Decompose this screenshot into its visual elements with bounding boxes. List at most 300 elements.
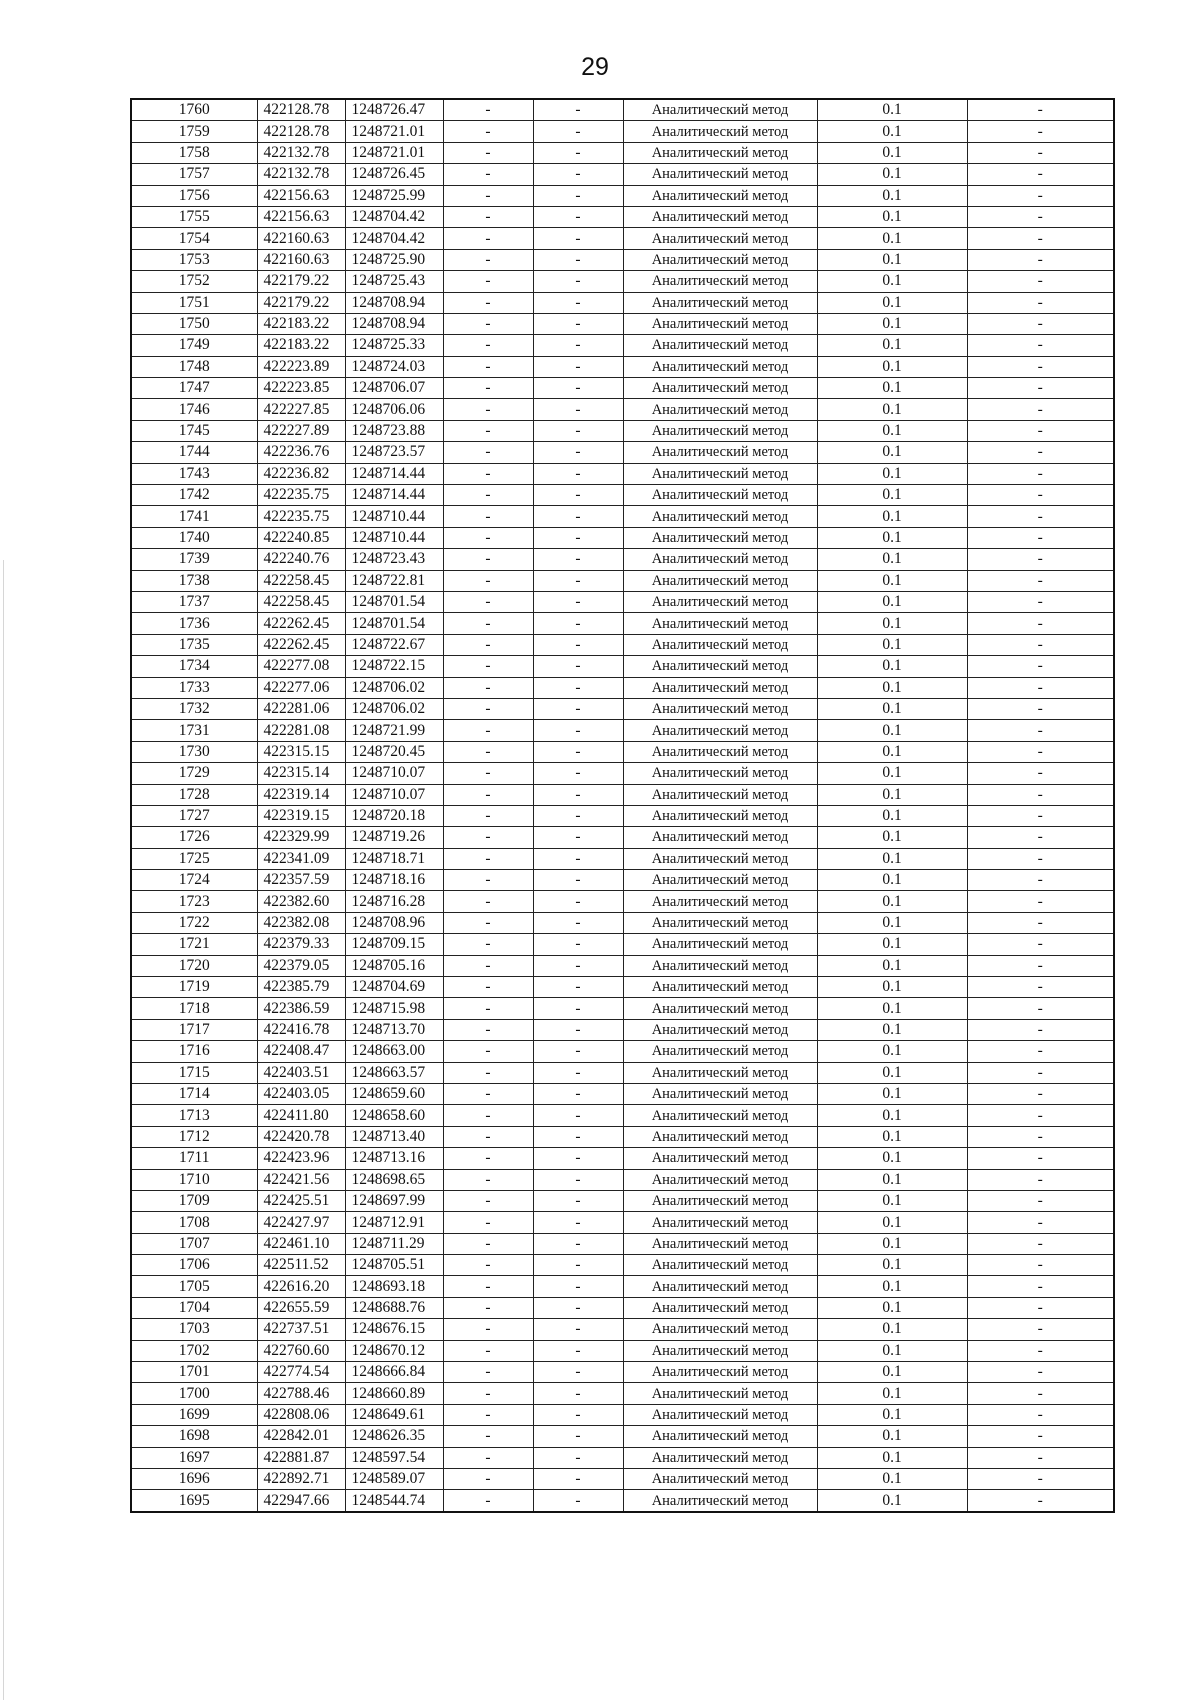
x-coordinate-cell: 422235.75 bbox=[257, 506, 345, 527]
blank-dash-cell-2: - bbox=[533, 1083, 623, 1104]
table-row bbox=[131, 1190, 1114, 1211]
accuracy-cell: 0.1 bbox=[817, 1319, 967, 1340]
blank-dash-cell-1: - bbox=[443, 1169, 533, 1190]
blank-dash-cell-3: - bbox=[967, 206, 1114, 227]
blank-dash-cell-3: - bbox=[967, 891, 1114, 912]
x-coordinate-cell: 422156.63 bbox=[257, 206, 345, 227]
blank-dash-cell-3: - bbox=[967, 934, 1114, 955]
method-cell: Аналитический метод bbox=[623, 1297, 817, 1318]
method-cell: Аналитический метод bbox=[623, 313, 817, 334]
blank-dash-cell-2: - bbox=[533, 249, 623, 270]
method-cell: Аналитический метод bbox=[623, 1319, 817, 1340]
table-row bbox=[131, 934, 1114, 955]
blank-dash-cell-1: - bbox=[443, 848, 533, 869]
y-coordinate-cell: 1248706.02 bbox=[345, 698, 443, 719]
accuracy-cell: 0.1 bbox=[817, 1276, 967, 1297]
table-row bbox=[131, 1019, 1114, 1040]
method-cell: Аналитический метод bbox=[623, 142, 817, 163]
accuracy-cell: 0.1 bbox=[817, 1126, 967, 1147]
y-coordinate-cell: 1248714.44 bbox=[345, 463, 443, 484]
blank-dash-cell-2: - bbox=[533, 292, 623, 313]
accuracy-cell: 0.1 bbox=[817, 741, 967, 762]
blank-dash-cell-3: - bbox=[967, 1490, 1114, 1512]
blank-dash-cell-2: - bbox=[533, 99, 623, 121]
point-number-cell: 1736 bbox=[131, 613, 257, 634]
table-row bbox=[131, 848, 1114, 869]
blank-dash-cell-2: - bbox=[533, 121, 623, 142]
blank-dash-cell-1: - bbox=[443, 527, 533, 548]
method-cell: Аналитический метод bbox=[623, 378, 817, 399]
y-coordinate-cell: 1248659.60 bbox=[345, 1083, 443, 1104]
accuracy-cell: 0.1 bbox=[817, 591, 967, 612]
point-number-cell: 1727 bbox=[131, 805, 257, 826]
blank-dash-cell-3: - bbox=[967, 784, 1114, 805]
method-cell: Аналитический метод bbox=[623, 912, 817, 933]
blank-dash-cell-2: - bbox=[533, 1062, 623, 1083]
blank-dash-cell-2: - bbox=[533, 420, 623, 441]
method-cell: Аналитический метод bbox=[623, 164, 817, 185]
accuracy-cell: 0.1 bbox=[817, 720, 967, 741]
point-number-cell: 1716 bbox=[131, 1041, 257, 1062]
blank-dash-cell-1: - bbox=[443, 784, 533, 805]
coordinates-table bbox=[130, 98, 1115, 1513]
blank-dash-cell-3: - bbox=[967, 335, 1114, 356]
blank-dash-cell-3: - bbox=[967, 720, 1114, 741]
point-number-cell: 1732 bbox=[131, 698, 257, 719]
point-number-cell: 1737 bbox=[131, 591, 257, 612]
x-coordinate-cell: 422315.15 bbox=[257, 741, 345, 762]
table-row bbox=[131, 185, 1114, 206]
blank-dash-cell-1: - bbox=[443, 977, 533, 998]
blank-dash-cell-3: - bbox=[967, 1469, 1114, 1490]
accuracy-cell: 0.1 bbox=[817, 1255, 967, 1276]
y-coordinate-cell: 1248725.90 bbox=[345, 249, 443, 270]
x-coordinate-cell: 422262.45 bbox=[257, 613, 345, 634]
accuracy-cell: 0.1 bbox=[817, 185, 967, 206]
blank-dash-cell-3: - bbox=[967, 399, 1114, 420]
blank-dash-cell-3: - bbox=[967, 677, 1114, 698]
y-coordinate-cell: 1248725.99 bbox=[345, 185, 443, 206]
blank-dash-cell-1: - bbox=[443, 1233, 533, 1254]
accuracy-cell: 0.1 bbox=[817, 1383, 967, 1404]
method-cell: Аналитический метод bbox=[623, 1276, 817, 1297]
blank-dash-cell-3: - bbox=[967, 271, 1114, 292]
table-row bbox=[131, 1319, 1114, 1340]
blank-dash-cell-1: - bbox=[443, 698, 533, 719]
point-number-cell: 1744 bbox=[131, 442, 257, 463]
blank-dash-cell-3: - bbox=[967, 613, 1114, 634]
table-row bbox=[131, 1404, 1114, 1425]
blank-dash-cell-3: - bbox=[967, 420, 1114, 441]
blank-dash-cell-3: - bbox=[967, 848, 1114, 869]
table-row bbox=[131, 784, 1114, 805]
point-number-cell: 1728 bbox=[131, 784, 257, 805]
blank-dash-cell-3: - bbox=[967, 570, 1114, 591]
point-number-cell: 1746 bbox=[131, 399, 257, 420]
y-coordinate-cell: 1248710.07 bbox=[345, 784, 443, 805]
x-coordinate-cell: 422281.06 bbox=[257, 698, 345, 719]
method-cell: Аналитический метод bbox=[623, 1447, 817, 1468]
blank-dash-cell-2: - bbox=[533, 720, 623, 741]
table-row bbox=[131, 356, 1114, 377]
table-row bbox=[131, 613, 1114, 634]
point-number-cell: 1715 bbox=[131, 1062, 257, 1083]
blank-dash-cell-2: - bbox=[533, 805, 623, 826]
x-coordinate-cell: 422262.45 bbox=[257, 634, 345, 655]
x-coordinate-cell: 422382.60 bbox=[257, 891, 345, 912]
method-cell: Аналитический метод bbox=[623, 613, 817, 634]
table-row bbox=[131, 1297, 1114, 1318]
y-coordinate-cell: 1248719.26 bbox=[345, 827, 443, 848]
table-row bbox=[131, 420, 1114, 441]
x-coordinate-cell: 422774.54 bbox=[257, 1362, 345, 1383]
blank-dash-cell-3: - bbox=[967, 1426, 1114, 1447]
blank-dash-cell-2: - bbox=[533, 698, 623, 719]
accuracy-cell: 0.1 bbox=[817, 1404, 967, 1425]
point-number-cell: 1710 bbox=[131, 1169, 257, 1190]
accuracy-cell: 0.1 bbox=[817, 1362, 967, 1383]
y-coordinate-cell: 1248544.74 bbox=[345, 1490, 443, 1512]
blank-dash-cell-1: - bbox=[443, 1276, 533, 1297]
blank-dash-cell-2: - bbox=[533, 1404, 623, 1425]
blank-dash-cell-3: - bbox=[967, 292, 1114, 313]
method-cell: Аналитический метод bbox=[623, 720, 817, 741]
blank-dash-cell-3: - bbox=[967, 1404, 1114, 1425]
table-row bbox=[131, 1126, 1114, 1147]
x-coordinate-cell: 422315.14 bbox=[257, 763, 345, 784]
accuracy-cell: 0.1 bbox=[817, 1469, 967, 1490]
accuracy-cell: 0.1 bbox=[817, 912, 967, 933]
blank-dash-cell-1: - bbox=[443, 185, 533, 206]
blank-dash-cell-1: - bbox=[443, 1126, 533, 1147]
blank-dash-cell-1: - bbox=[443, 1490, 533, 1512]
x-coordinate-cell: 422179.22 bbox=[257, 292, 345, 313]
accuracy-cell: 0.1 bbox=[817, 570, 967, 591]
table-row bbox=[131, 656, 1114, 677]
table-row bbox=[131, 399, 1114, 420]
table-row bbox=[131, 292, 1114, 313]
method-cell: Аналитический метод bbox=[623, 977, 817, 998]
method-cell: Аналитический метод bbox=[623, 656, 817, 677]
blank-dash-cell-2: - bbox=[533, 142, 623, 163]
x-coordinate-cell: 422128.78 bbox=[257, 121, 345, 142]
x-coordinate-cell: 422385.79 bbox=[257, 977, 345, 998]
table-row bbox=[131, 1490, 1114, 1512]
accuracy-cell: 0.1 bbox=[817, 784, 967, 805]
x-coordinate-cell: 422420.78 bbox=[257, 1126, 345, 1147]
y-coordinate-cell: 1248663.57 bbox=[345, 1062, 443, 1083]
blank-dash-cell-1: - bbox=[443, 99, 533, 121]
blank-dash-cell-3: - bbox=[967, 741, 1114, 762]
method-cell: Аналитический метод bbox=[623, 1212, 817, 1233]
method-cell: Аналитический метод bbox=[623, 1062, 817, 1083]
y-coordinate-cell: 1248658.60 bbox=[345, 1105, 443, 1126]
blank-dash-cell-2: - bbox=[533, 271, 623, 292]
x-coordinate-cell: 422240.85 bbox=[257, 527, 345, 548]
x-coordinate-cell: 422277.06 bbox=[257, 677, 345, 698]
y-coordinate-cell: 1248710.44 bbox=[345, 527, 443, 548]
accuracy-cell: 0.1 bbox=[817, 99, 967, 121]
blank-dash-cell-2: - bbox=[533, 656, 623, 677]
method-cell: Аналитический метод bbox=[623, 356, 817, 377]
y-coordinate-cell: 1248721.99 bbox=[345, 720, 443, 741]
point-number-cell: 1717 bbox=[131, 1019, 257, 1040]
x-coordinate-cell: 422423.96 bbox=[257, 1148, 345, 1169]
accuracy-cell: 0.1 bbox=[817, 1426, 967, 1447]
accuracy-cell: 0.1 bbox=[817, 955, 967, 976]
point-number-cell: 1750 bbox=[131, 313, 257, 334]
x-coordinate-cell: 422235.75 bbox=[257, 485, 345, 506]
point-number-cell: 1695 bbox=[131, 1490, 257, 1512]
blank-dash-cell-3: - bbox=[967, 656, 1114, 677]
blank-dash-cell-1: - bbox=[443, 1362, 533, 1383]
blank-dash-cell-3: - bbox=[967, 1212, 1114, 1233]
blank-dash-cell-2: - bbox=[533, 1426, 623, 1447]
y-coordinate-cell: 1248666.84 bbox=[345, 1362, 443, 1383]
point-number-cell: 1747 bbox=[131, 378, 257, 399]
point-number-cell: 1735 bbox=[131, 634, 257, 655]
accuracy-cell: 0.1 bbox=[817, 121, 967, 142]
method-cell: Аналитический метод bbox=[623, 399, 817, 420]
table-row bbox=[131, 206, 1114, 227]
blank-dash-cell-2: - bbox=[533, 1362, 623, 1383]
method-cell: Аналитический метод bbox=[623, 891, 817, 912]
method-cell: Аналитический метод bbox=[623, 185, 817, 206]
x-coordinate-cell: 422319.15 bbox=[257, 805, 345, 826]
y-coordinate-cell: 1248713.70 bbox=[345, 1019, 443, 1040]
blank-dash-cell-3: - bbox=[967, 249, 1114, 270]
y-coordinate-cell: 1248693.18 bbox=[345, 1276, 443, 1297]
blank-dash-cell-1: - bbox=[443, 870, 533, 891]
point-number-cell: 1743 bbox=[131, 463, 257, 484]
blank-dash-cell-2: - bbox=[533, 442, 623, 463]
table-row bbox=[131, 1383, 1114, 1404]
blank-dash-cell-1: - bbox=[443, 912, 533, 933]
blank-dash-cell-2: - bbox=[533, 1255, 623, 1276]
method-cell: Аналитический метод bbox=[623, 784, 817, 805]
y-coordinate-cell: 1248710.07 bbox=[345, 763, 443, 784]
blank-dash-cell-3: - bbox=[967, 228, 1114, 249]
y-coordinate-cell: 1248710.44 bbox=[345, 506, 443, 527]
method-cell: Аналитический метод bbox=[623, 99, 817, 121]
blank-dash-cell-3: - bbox=[967, 827, 1114, 848]
blank-dash-cell-3: - bbox=[967, 1041, 1114, 1062]
y-coordinate-cell: 1248722.81 bbox=[345, 570, 443, 591]
x-coordinate-cell: 422379.05 bbox=[257, 955, 345, 976]
blank-dash-cell-2: - bbox=[533, 827, 623, 848]
point-number-cell: 1721 bbox=[131, 934, 257, 955]
table-row bbox=[131, 121, 1114, 142]
accuracy-cell: 0.1 bbox=[817, 870, 967, 891]
table-row bbox=[131, 570, 1114, 591]
y-coordinate-cell: 1248723.88 bbox=[345, 420, 443, 441]
accuracy-cell: 0.1 bbox=[817, 891, 967, 912]
y-coordinate-cell: 1248709.15 bbox=[345, 934, 443, 955]
point-number-cell: 1700 bbox=[131, 1383, 257, 1404]
accuracy-cell: 0.1 bbox=[817, 1447, 967, 1468]
accuracy-cell: 0.1 bbox=[817, 1062, 967, 1083]
blank-dash-cell-1: - bbox=[443, 1426, 533, 1447]
point-number-cell: 1704 bbox=[131, 1297, 257, 1318]
x-coordinate-cell: 422236.76 bbox=[257, 442, 345, 463]
y-coordinate-cell: 1248597.54 bbox=[345, 1447, 443, 1468]
accuracy-cell: 0.1 bbox=[817, 1297, 967, 1318]
blank-dash-cell-1: - bbox=[443, 164, 533, 185]
table-row bbox=[131, 506, 1114, 527]
method-cell: Аналитический метод bbox=[623, 249, 817, 270]
x-coordinate-cell: 422329.99 bbox=[257, 827, 345, 848]
y-coordinate-cell: 1248726.45 bbox=[345, 164, 443, 185]
scan-edge-line bbox=[3, 560, 4, 1700]
x-coordinate-cell: 422183.22 bbox=[257, 335, 345, 356]
table-row bbox=[131, 1362, 1114, 1383]
y-coordinate-cell: 1248718.71 bbox=[345, 848, 443, 869]
y-coordinate-cell: 1248721.01 bbox=[345, 121, 443, 142]
y-coordinate-cell: 1248723.57 bbox=[345, 442, 443, 463]
blank-dash-cell-1: - bbox=[443, 998, 533, 1019]
blank-dash-cell-1: - bbox=[443, 356, 533, 377]
point-number-cell: 1723 bbox=[131, 891, 257, 912]
table-row bbox=[131, 164, 1114, 185]
method-cell: Аналитический метод bbox=[623, 206, 817, 227]
x-coordinate-cell: 422425.51 bbox=[257, 1190, 345, 1211]
method-cell: Аналитический метод bbox=[623, 271, 817, 292]
y-coordinate-cell: 1248705.16 bbox=[345, 955, 443, 976]
blank-dash-cell-2: - bbox=[533, 506, 623, 527]
blank-dash-cell-3: - bbox=[967, 463, 1114, 484]
point-number-cell: 1760 bbox=[131, 99, 257, 121]
blank-dash-cell-3: - bbox=[967, 1083, 1114, 1104]
x-coordinate-cell: 422421.56 bbox=[257, 1169, 345, 1190]
method-cell: Аналитический метод bbox=[623, 1490, 817, 1512]
accuracy-cell: 0.1 bbox=[817, 1190, 967, 1211]
point-number-cell: 1748 bbox=[131, 356, 257, 377]
point-number-cell: 1729 bbox=[131, 763, 257, 784]
blank-dash-cell-3: - bbox=[967, 763, 1114, 784]
blank-dash-cell-2: - bbox=[533, 912, 623, 933]
blank-dash-cell-2: - bbox=[533, 934, 623, 955]
x-coordinate-cell: 422281.08 bbox=[257, 720, 345, 741]
x-coordinate-cell: 422461.10 bbox=[257, 1233, 345, 1254]
method-cell: Аналитический метод bbox=[623, 463, 817, 484]
method-cell: Аналитический метод bbox=[623, 549, 817, 570]
blank-dash-cell-1: - bbox=[443, 121, 533, 142]
blank-dash-cell-2: - bbox=[533, 955, 623, 976]
blank-dash-cell-1: - bbox=[443, 399, 533, 420]
y-coordinate-cell: 1248676.15 bbox=[345, 1319, 443, 1340]
accuracy-cell: 0.1 bbox=[817, 506, 967, 527]
blank-dash-cell-2: - bbox=[533, 1148, 623, 1169]
table-row bbox=[131, 271, 1114, 292]
blank-dash-cell-1: - bbox=[443, 463, 533, 484]
x-coordinate-cell: 422179.22 bbox=[257, 271, 345, 292]
point-number-cell: 1701 bbox=[131, 1362, 257, 1383]
y-coordinate-cell: 1248698.65 bbox=[345, 1169, 443, 1190]
table-row bbox=[131, 527, 1114, 548]
point-number-cell: 1749 bbox=[131, 335, 257, 356]
blank-dash-cell-2: - bbox=[533, 1319, 623, 1340]
accuracy-cell: 0.1 bbox=[817, 356, 967, 377]
blank-dash-cell-2: - bbox=[533, 1276, 623, 1297]
y-coordinate-cell: 1248716.28 bbox=[345, 891, 443, 912]
blank-dash-cell-2: - bbox=[533, 677, 623, 698]
y-coordinate-cell: 1248725.33 bbox=[345, 335, 443, 356]
blank-dash-cell-1: - bbox=[443, 570, 533, 591]
point-number-cell: 1705 bbox=[131, 1276, 257, 1297]
x-coordinate-cell: 422416.78 bbox=[257, 1019, 345, 1040]
blank-dash-cell-3: - bbox=[967, 1126, 1114, 1147]
accuracy-cell: 0.1 bbox=[817, 848, 967, 869]
accuracy-cell: 0.1 bbox=[817, 292, 967, 313]
table-row bbox=[131, 1083, 1114, 1104]
method-cell: Аналитический метод bbox=[623, 827, 817, 848]
blank-dash-cell-2: - bbox=[533, 763, 623, 784]
blank-dash-cell-3: - bbox=[967, 313, 1114, 334]
accuracy-cell: 0.1 bbox=[817, 1105, 967, 1126]
blank-dash-cell-1: - bbox=[443, 891, 533, 912]
y-coordinate-cell: 1248706.07 bbox=[345, 378, 443, 399]
point-number-cell: 1758 bbox=[131, 142, 257, 163]
x-coordinate-cell: 422156.63 bbox=[257, 185, 345, 206]
method-cell: Аналитический метод bbox=[623, 763, 817, 784]
blank-dash-cell-3: - bbox=[967, 870, 1114, 891]
x-coordinate-cell: 422386.59 bbox=[257, 998, 345, 1019]
accuracy-cell: 0.1 bbox=[817, 1340, 967, 1361]
y-coordinate-cell: 1248720.18 bbox=[345, 805, 443, 826]
x-coordinate-cell: 422616.20 bbox=[257, 1276, 345, 1297]
accuracy-cell: 0.1 bbox=[817, 249, 967, 270]
table-row bbox=[131, 485, 1114, 506]
accuracy-cell: 0.1 bbox=[817, 313, 967, 334]
method-cell: Аналитический метод bbox=[623, 420, 817, 441]
blank-dash-cell-1: - bbox=[443, 1062, 533, 1083]
accuracy-cell: 0.1 bbox=[817, 485, 967, 506]
point-number-cell: 1731 bbox=[131, 720, 257, 741]
blank-dash-cell-2: - bbox=[533, 570, 623, 591]
blank-dash-cell-1: - bbox=[443, 634, 533, 655]
table-row bbox=[131, 912, 1114, 933]
blank-dash-cell-2: - bbox=[533, 741, 623, 762]
method-cell: Аналитический метод bbox=[623, 1148, 817, 1169]
y-coordinate-cell: 1248660.89 bbox=[345, 1383, 443, 1404]
method-cell: Аналитический метод bbox=[623, 1469, 817, 1490]
blank-dash-cell-2: - bbox=[533, 164, 623, 185]
blank-dash-cell-1: - bbox=[443, 720, 533, 741]
blank-dash-cell-3: - bbox=[967, 1362, 1114, 1383]
x-coordinate-cell: 422408.47 bbox=[257, 1041, 345, 1062]
table-body bbox=[131, 99, 1114, 1512]
blank-dash-cell-1: - bbox=[443, 1340, 533, 1361]
method-cell: Аналитический метод bbox=[623, 506, 817, 527]
blank-dash-cell-1: - bbox=[443, 955, 533, 976]
blank-dash-cell-1: - bbox=[443, 613, 533, 634]
y-coordinate-cell: 1248706.02 bbox=[345, 677, 443, 698]
table-row bbox=[131, 1062, 1114, 1083]
blank-dash-cell-3: - bbox=[967, 1383, 1114, 1404]
blank-dash-cell-2: - bbox=[533, 1469, 623, 1490]
x-coordinate-cell: 422240.76 bbox=[257, 549, 345, 570]
blank-dash-cell-1: - bbox=[443, 1297, 533, 1318]
table-row bbox=[131, 549, 1114, 570]
accuracy-cell: 0.1 bbox=[817, 763, 967, 784]
table-row bbox=[131, 378, 1114, 399]
table-row bbox=[131, 1255, 1114, 1276]
blank-dash-cell-2: - bbox=[533, 1340, 623, 1361]
method-cell: Аналитический метод bbox=[623, 934, 817, 955]
point-number-cell: 1718 bbox=[131, 998, 257, 1019]
point-number-cell: 1734 bbox=[131, 656, 257, 677]
method-cell: Аналитический метод bbox=[623, 1019, 817, 1040]
